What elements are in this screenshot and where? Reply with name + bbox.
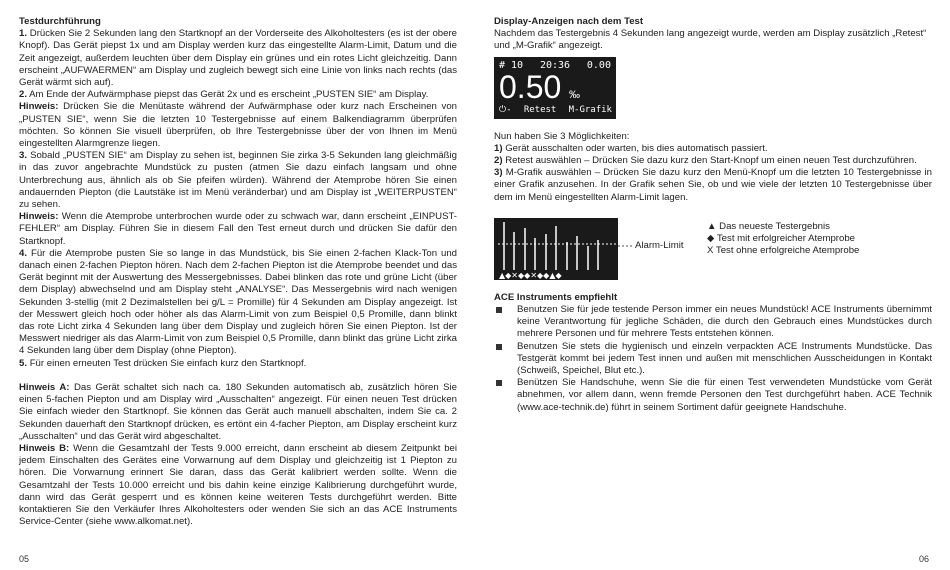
- result-value: 0.50: [499, 68, 562, 105]
- retest-label: Retest: [523, 105, 557, 116]
- step-4: 4. Für die Atemprobe pusten Sie so lange in das Mundstück, bis Sie einen 2-fachen Klack-Ton und danach einen 2-fachen Piepton hören. Nach dem 2-fachen Piepton ist die Atemprobe beendet und das Gerät beginnt mit der Auswertung des Messergebnisses. Dabei blinken das rote und grüne Licht (über dem Display) abwechselnd und am Display steht „ANALYSE“. Das Messergebnis wird nach wenigen Sekunden 3-stellig (mit 2 Dezimalstellen bei g/L = Promille) für 4 Sekunden am Display angezeigt. Ist der Messwert gleich hoch oder höher als das Alarm-Limit von zum Beispiel 0,5 Promille, dann blinkt das rote Licht zirka 4 Sekunden lang über dem Display und zugleich hören Sie einen Piepton. Ist der Messwert niedriger als das Alarm-Limit von zum Beispiel 0,5 Promille, dann blinkt das grüne Licht zirka 4 Sekunden lang über dem Display (ohne Piepton).: [19, 247, 457, 357]
- graph-legend: [707, 221, 859, 258]
- step-3: 3. Sobald „PUSTEN SIE“ am Display zu sehen ist, beginnen Sie zirka 3-5 Sekunden lang gleichmäßig in das zuvor angebrachte Mundstück zu pusten (atmen Sie dazu einfach langsam und ohne Unterbrechung aus, ähnlich als ob Sie pfeifen würden). Während der Atemprobe hören Sie einen andauernden Piepton (die Lautstäke ist im Menü veränderbar) und am Display ist „WEITERPUSTEN“ zu sehen.: [19, 150, 458, 211]
- display-intro: Nachdem das Testergebnis 4 Sekunden lang angezeigt wurde, werden am Display zusätzlich „Retest“ und „M-Grafik“ angezeigt.: [494, 28, 927, 52]
- test-count: # 10: [499, 59, 524, 71]
- triangle-icon: ▲: [707, 220, 717, 232]
- display-screen-image: [494, 57, 616, 119]
- hint-b: Hinweis B: Wenn die Gesamtzahl der Tests 9.000 erreicht, dann erscheint ab diesem Zeitpunkt bei jedem Einschalten des Gerätes eine Vorwarnung auf dem Display und gleichzeitig ist 1 Piepton zu hören. Die Vorwarnung erinnert Sie daran, dass das Gerät kalibriert werden sollte. Wenn die Gesamtzahl der Tests 10.000 erreicht und bis dahin keine einzige Kalibrierung durchgeführt wurde, dann wird das Gerät gesperrt und es können keine weiteren Tests durchgeführt werden. Bitte kontaktieren Sie den Verkäufer Ihres Alkoholtesters oder wenden Sie sich an das ACE Instruments Service-Center (siehe www.alkomat.net).: [19, 442, 458, 528]
- hint-a: Hinweis A: Das Gerät schaltet sich nach ca. 180 Sekunden automatisch ab, zusätzlich hören Sie einen 5-fachen Piepton und am Display wird „Ausschalten“ angezeigt. Für einen neuen Test drücken Sie einfach wieder den Startknopf. Sie können das Gerät auch manuell abschalten, indem Sie ca. 2 Sekunden dauerhaft den Startknopf drücken, es ertönt ein 4-facher Piepton, am Display erscheint kurz „Ausschalten“ und das Gerät wird abgeschaltet.: [19, 381, 458, 442]
- page-number-left: 05: [19, 554, 30, 564]
- bullet-icon: [496, 344, 502, 350]
- option-2: 2) Retest auswählen – Drücken Sie dazu kurz den Start-Knopf um einen neuen Test durchzuführen.: [494, 155, 917, 167]
- legend-failed: X Test ohne erfolgreiche Atemprobe: [707, 245, 860, 257]
- option-1: 1) Gerät ausschalten oder warten, bis dies automatisch passiert.: [494, 142, 768, 154]
- power-icon: ⏻-: [499, 105, 512, 116]
- alarm-limit-label: Alarm-Limit: [635, 239, 684, 251]
- legend-success: ◆ Test mit erfolgreicher Atemprobe: [707, 233, 855, 245]
- step-2: 2. Am Ende der Aufwärmphase piepst das Gerät 2x und es erscheint „PUSTEN SIE“ am Display.: [19, 89, 429, 101]
- ace-recommendations: [494, 304, 932, 414]
- small-value: 0.00: [586, 59, 611, 71]
- graph-markers: ▲◆✕◆◆✕◆◆▲◆: [499, 270, 562, 280]
- step-1: 1. Drücken Sie 2 Sekunden lang den Startknopf an der Vorderseite des Alkoholtesters (es ist der obere Knopf). Das Gerät piepst 1x und am Display werden kurz das eingestellte Alarm-Limit, Datum und die Zeit angezeigt, außerdem leuchten über dem Display ein grünes und ein rotes Licht gleichzeitig. Dann erscheint „AUFWAERMEN“ am Display und zugleich bewegt sich eine Linie von links nach rechts (das Gerät wärmt sich auf).: [19, 28, 457, 89]
- section-heading-display: Display-Anzeigen nach dem Test: [494, 16, 644, 27]
- section-heading-test: Testdurchführung: [19, 16, 101, 27]
- bullet-icon: [496, 307, 502, 313]
- alarm-dash-connector: [618, 244, 634, 248]
- list-item: Benutzen Sie stets die hygienisch und einzeln verpackten ACE Instruments Mundstücke. Das Testgerät kommt bei jedem Test innen und außen mit menschlichen Ausscheidungen in Kontakt (Schweiß, Speichel, Blut etc.).: [494, 341, 932, 378]
- page-number-right: 06: [919, 554, 930, 564]
- left-page: [19, 16, 457, 528]
- bar-graph-image: [494, 218, 618, 280]
- graph-figure: [494, 218, 932, 284]
- legend-newest: ▲ Das neueste Testergebnis: [707, 220, 830, 232]
- diamond-icon: ◆: [707, 233, 715, 245]
- mgrafik-label: M-Grafik: [568, 105, 612, 116]
- x-icon: X: [707, 245, 714, 257]
- bullet-icon: [496, 380, 502, 386]
- time-readout: 20:36: [539, 59, 571, 71]
- hint-error: Hinweis: Wenn die Atemprobe unterbrochen wurde oder zu schwach war, dann erscheint „EINPUST-FEHLER“ am Display. Führen Sie in diesem Fall den Test erneut durch und drücken Sie dafür den Startknopf.: [19, 211, 457, 247]
- section-heading-ace: ACE Instruments empfiehlt: [494, 291, 618, 303]
- list-item: Benützen Sie Handschuhe, wenn Sie die für einen Test verwendeten Mundstücke vom Gerät abnehmen, vor allem dann, wenn fremde Personen den Test durchgeführt haben. ACE Technik (www.ace-technik.de) führt in seinem Sortiment dafür geeignete Handschuhe.: [494, 377, 932, 414]
- permille-unit: ‰: [569, 88, 580, 101]
- list-item: Benutzen Sie für jede testende Person immer ein neues Mundstück! ACE Instruments übernimmt keine Verantwortung für jegliche Schäden, die durch den Gebrauch eines Mundstückes durch mehrere Personen und für mehrere Tests entstehen können.: [494, 304, 932, 341]
- hint-menu: Hinweis: Drücken Sie die Menütaste während der Aufwärmphase oder kurz nach Erscheinen von „PUSTEN SIE“, wenn Sie die letzten 10 Testergebnisse auf einem Balkendiagramm überprüfen möchten. So können Sie visuell überprüfen, ob Ihre Testergebnisse über der von Ihnen im Menü eingestellten Alarmgrenze liegen.: [19, 101, 457, 150]
- options-intro: Nun haben Sie 3 Möglichkeiten:: [494, 130, 630, 142]
- right-page: [494, 16, 932, 414]
- option-3: 3) M-Grafik auswählen – Drücken Sie dazu kurz den Menü-Knopf um die letzten 10 Testergebnisse in einer Grafik anzusehen. In der Grafik sehen Sie, ob und wie viele der letzten 10 Testergebnisse über dem im Menü eingestellten Alarm-Limit lagen.: [494, 167, 932, 203]
- step-5: 5. Für einen erneuten Test drücken Sie einfach kurz den Startknopf.: [19, 357, 307, 369]
